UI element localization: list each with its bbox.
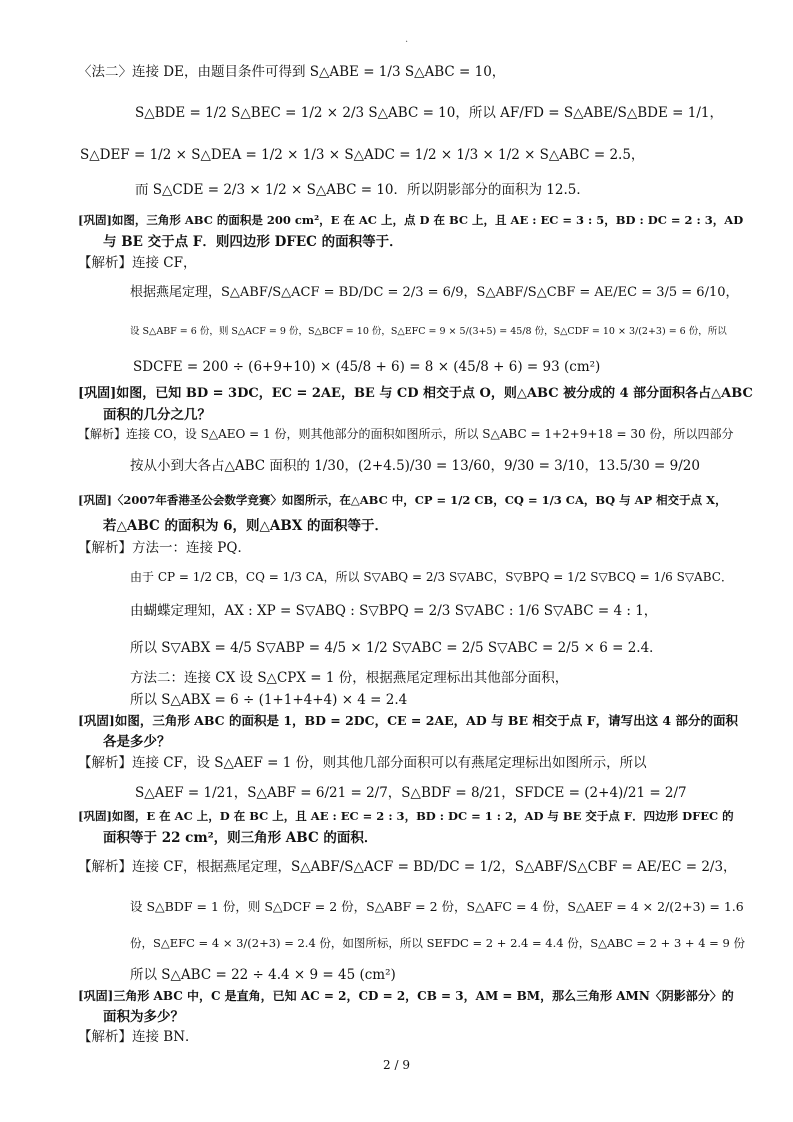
solution-4-line-1: 【解析】连接 CF，设 S△AEF = 1 份，则其他几部分面积可以有燕尾定理标出如图所示，所以 [78, 755, 647, 771]
text-line-2: S△BDE = 1/2 S△BEC = 1/2 × 2/3 S△ABC = 10，所以 AF/FD = S△ABE/S△BDE = 1/1， [135, 105, 723, 121]
solution-5-line-4: 所以 S△ABC = 22 ÷ 4.4 × 9 = 45 (cm²) [130, 967, 396, 983]
text-line-3: S△DEF = 1/2 × S△DEA = 1/2 × 1/3 × S△ADC = 1/2 × 1/3 × 1/2 × S△ABC = 2.5， [80, 147, 645, 163]
text-line-1: 〈法二〉连接 DE，由题目条件可得到 S△ABE = 1/3 S△ABC = 10， [78, 64, 506, 80]
solution-3-line-1: 【解析】方法一：连接 PQ． [78, 540, 251, 556]
solution-1-line-2: 根据燕尾定理，S△ABF/S△ACF = BD/DC = 2/3 = 6/9，S△ABF/S△CBF = AE/EC = 3/5 = 6/10， [130, 285, 739, 300]
text-line-4: 而 S△CDE = 2/3 × 1/2 × S△ABC = 10．所以阴影部分的面积为 12.5． [135, 182, 590, 198]
problem-6-line-2: 面积为多少？ [103, 1009, 184, 1025]
solution-6-line-1: 【解析】连接 BN． [78, 1029, 199, 1045]
problem-3-line-2: 若△ABC 的面积为 6，则△ABX 的面积等于． [103, 518, 388, 534]
solution-2-line-2: 按从小到大各占△ABC 面积的 1/30，(2+4.5)/30 = 13/60，9/30 = 3/10，13.5/30 = 9/20 [130, 458, 700, 474]
solution-3-line-4: 所以 S▽ABX = 4/5 S▽ABP = 4/5 × 1/2 S▽ABC = 2/5 S▽ABC = 2/5 × 6 = 2.4． [130, 640, 663, 656]
problem-5-line-1: [巩固]如图，E 在 AC 上，D 在 BC 上，且 AE : EC = 2 : 3，BD : DC = 1 : 2，AD 与 BE 交于点 F．四边形 DFEC 的 [78, 809, 734, 823]
solution-3-line-2: 由于 CP = 1/2 CB，CQ = 1/3 CA，所以 S▽ABQ = 2/3 S▽ABC，S▽BPQ = 1/2 S▽BCQ = 1/6 S▽ABC． [130, 570, 733, 584]
solution-4-line-2: S△AEF = 1/21，S△ABF = 6/21 = 2/7，S△BDF = 8/21，SFDCE = (2+4)/21 = 2/7 [135, 785, 687, 801]
solution-5-line-3: 份，S△EFC = 4 × 3/(2+3) = 2.4 份，如图所标，所以 SEFDC = 2 + 2.4 = 4.4 份，S△ABC = 2 + 3 + 4 = 9 份 [130, 936, 745, 950]
solution-3-line-6: 所以 S△ABX = 6 ÷ (1+1+4+4) × 4 = 2.4 [130, 692, 408, 708]
solution-3-line-5: 方法二：连接 CX 设 S△CPX = 1 份，根据燕尾定理标出其他部分面积， [130, 670, 569, 686]
solution-2-line-1: 【解析】连接 CO，设 S△AEO = 1 份，则其他部分的面积如图所示，所以 S△ABC = 1+2+9+18 = 30 份，所以四部分 [78, 427, 734, 441]
solution-5-line-2: 设 S△BDF = 1 份，则 S△DCF = 2 份，S△ABF = 2 份，S△AFC = 4 份，S△AEF = 4 × 2/(2+3) = 1.6 [130, 899, 744, 914]
problem-1-line-1: [巩固]如图，三角形 ABC 的面积是 200 cm²，E 在 AC 上，点 D 在 BC 上，且 AE : EC = 3 : 5，BD : DC = 2 : 3，AD [78, 213, 744, 227]
problem-1-line-2: 与 BE 交于点 F．则四边形 DFEC 的面积等于． [103, 234, 403, 250]
problem-2-line-2: 面积的几分之几？ [103, 407, 211, 423]
header-dot: . [405, 34, 409, 45]
problem-4-line-1: [巩固]如图，三角形 ABC 的面积是 1，BD = 2DC，CE = 2AE，AD 与 BE 相交于点 F，请写出这 4 部分的面积 [78, 713, 738, 728]
solution-5-line-1: 【解析】连接 CF，根据燕尾定理，S△ABF/S△ACF = BD/DC = 1/2，S△ABF/S△CBF = AE/EC = 2/3， [78, 859, 737, 875]
page-number: 2 / 9 [383, 1058, 410, 1072]
solution-1-line-4: SDCFE = 200 ÷ (6+9+10) × (45/8 + 6) = 8 × (45/8 + 6) = 93 (cm²) [133, 359, 601, 375]
problem-2-line-1: [巩固]如图，已知 BD = 3DC，EC = 2AE，BE 与 CD 相交于点 O，则△ABC 被分成的 4 部分面积各占△ABC [78, 386, 753, 401]
problem-6-line-1: [巩固]三角形 ABC 中，C 是直角，已知 AC = 2，CD = 2，CB = 3，AM = BM，那么三角形 AMN〈阴影部分〉的 [78, 989, 734, 1003]
problem-5-line-2: 面积等于 22 cm²，则三角形 ABC 的面积． [103, 830, 378, 846]
solution-1-line-3: 设 S△ABF = 6 份，则 S△ACF = 9 份，S△BCF = 10 份，S△EFC = 9 × 5/(3+5) = 45/8 份，S△CDF = 10 × 3/(2+3) = 6 份，所以 [130, 326, 727, 337]
problem-3-line-1: [巩固]〈2007年香港圣公会数学竞赛〉如图所示，在△ABC 中，CP = 1/2 CB，CQ = 1/3 CA，BQ 与 AP 相交于点 X， [78, 493, 727, 507]
problem-4-line-2: 各是多少？ [103, 734, 171, 750]
solution-1-line-1: 【解析】连接 CF， [78, 255, 197, 271]
solution-3-line-3: 由蝴蝶定理知，AX : XP = S▽ABQ : S▽BPQ = 2/3 S▽ABC : 1/6 S▽ABC = 4 : 1， [130, 603, 658, 619]
